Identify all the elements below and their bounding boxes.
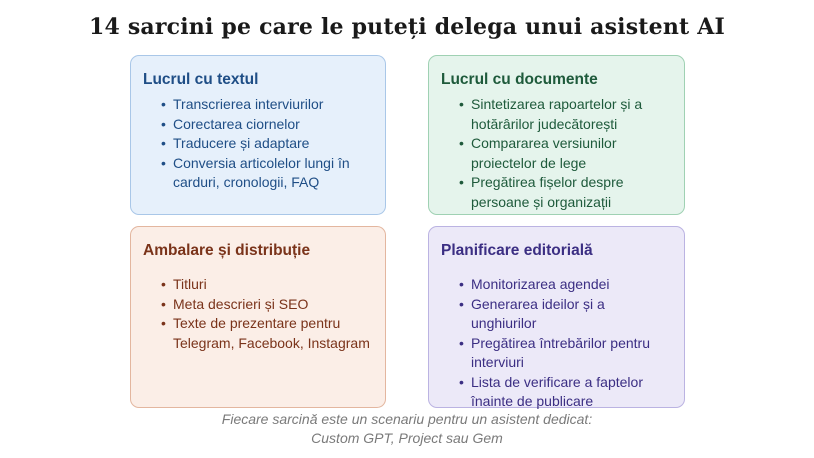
list-item: • Lista de verificare a faptelor înainte de publicare: [459, 373, 672, 412]
list-item: • Monitorizarea agendei: [459, 275, 672, 295]
task-list: [143, 95, 373, 193]
list-item: • Sintetizarea rapoartelor și a hotărârilor judecătorești: [459, 95, 672, 134]
list-item: • Generarea ideilor și a unghiurilor: [459, 295, 672, 334]
list-item: • Traducere și adaptare: [161, 134, 373, 154]
list-item: • Texte de prezentare pentru Telegram, Facebook, Instagram: [161, 314, 373, 353]
task-list: [441, 275, 672, 412]
card-title: Lucrul cu textul: [143, 71, 259, 88]
list-item: • Titluri: [161, 275, 373, 295]
list-item: • Conversia articolelor lungi în carduri, cronologii, FAQ: [161, 154, 373, 193]
card-title: Planificare editorială: [441, 242, 593, 259]
list-item: • Transcrierea interviurilor: [161, 95, 373, 115]
card-title: Ambalare și distribuție: [143, 242, 311, 259]
card-document-work: [428, 55, 685, 215]
footer-note: [0, 410, 814, 448]
list-item: • Pregătirea întrebărilor pentru interviuri: [459, 334, 672, 373]
card-text-work: [130, 55, 386, 215]
card-packaging-distribution: [130, 226, 386, 408]
page-title: 14 sarcini pe care le puteți delega unui asistent AI: [88, 14, 726, 40]
list-item: • Corectarea ciornelor: [161, 115, 373, 135]
list-item: • Pregătirea fișelor despre persoane și organizații: [459, 173, 672, 212]
list-item: • Compararea versiunilor proiectelor de lege: [459, 134, 672, 173]
card-title: Lucrul cu documente: [441, 71, 598, 88]
task-list: [441, 95, 672, 212]
card-editorial-planning: [428, 226, 685, 408]
task-list: [143, 275, 373, 353]
footer-line: Custom GPT, Project sau Gem: [311, 430, 503, 446]
list-item: • Meta descrieri și SEO: [161, 295, 373, 315]
footer-line: Fiecare sarcină este un scenariu pentru un asistent dedicat:: [221, 411, 593, 427]
